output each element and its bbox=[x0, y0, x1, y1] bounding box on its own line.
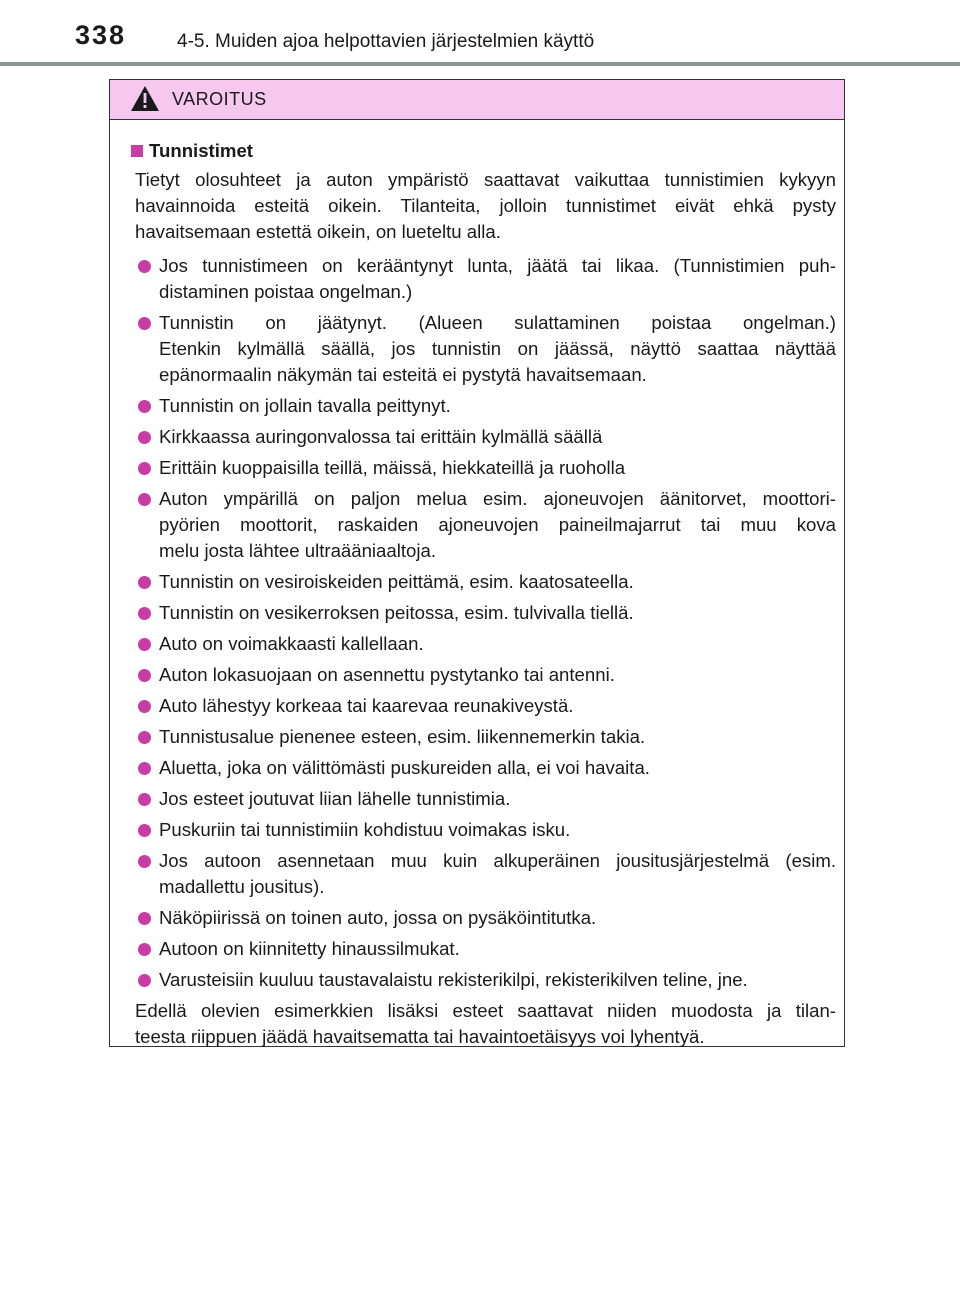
list-item bbox=[131, 755, 836, 781]
round-bullet-icon bbox=[138, 762, 151, 775]
warning-box bbox=[109, 79, 845, 1047]
text-line: distaminen poistaa ongelman.) bbox=[159, 281, 413, 302]
header-divider bbox=[0, 62, 960, 66]
list-item bbox=[131, 631, 836, 657]
text-line: Edellä olevien esimerkkien lisäksi esteet saattavat niiden muodosta ja tilan- bbox=[135, 1000, 836, 1021]
text-line: melu josta lähtee ultraääniaaltoja. bbox=[159, 540, 437, 561]
text-line: Auton lokasuojaan on asennettu pystytanko tai antenni. bbox=[159, 664, 615, 685]
round-bullet-icon bbox=[138, 607, 151, 620]
list-item bbox=[131, 393, 836, 419]
text-line: havainnoida esteitä oikein. Tilanteita, jolloin tunnistimet eivät ehkä pysty bbox=[135, 195, 836, 216]
round-bullet-icon bbox=[138, 855, 151, 868]
list-item bbox=[131, 848, 836, 900]
round-bullet-icon bbox=[138, 317, 151, 330]
section-heading bbox=[131, 138, 836, 164]
list-item bbox=[131, 310, 836, 388]
list-item bbox=[131, 936, 836, 962]
round-bullet-icon bbox=[138, 793, 151, 806]
square-bullet-icon bbox=[131, 145, 143, 157]
list-item bbox=[131, 724, 836, 750]
round-bullet-icon bbox=[138, 260, 151, 273]
list-item bbox=[131, 569, 836, 595]
list-item bbox=[131, 486, 836, 564]
list-item bbox=[131, 786, 836, 812]
section-title: Tunnistimet bbox=[149, 140, 253, 161]
warning-header bbox=[110, 80, 844, 120]
list-item bbox=[131, 817, 836, 843]
list-item bbox=[131, 693, 836, 719]
text-line: Autoon on kiinnitetty hinaussilmukat. bbox=[159, 938, 460, 959]
round-bullet-icon bbox=[138, 638, 151, 651]
warning-triangle-icon bbox=[130, 85, 160, 112]
text-line: havaitsemaan estettä oikein, on lueteltu alla. bbox=[135, 221, 501, 242]
text-line: Auto on voimakkaasti kallellaan. bbox=[159, 633, 424, 654]
text-line: Aluetta, joka on välittömästi puskureiden alla, ei voi havaita. bbox=[159, 757, 650, 778]
warning-label: VAROITUS bbox=[172, 89, 267, 109]
text-line: Näköpiirissä on toinen auto, jossa on pysäköintitutka. bbox=[159, 907, 597, 928]
text-line: Etenkin kylmällä säällä, jos tunnistin on jäässä, näyttö saattaa näyttää bbox=[159, 338, 836, 359]
text-line: Varusteisiin kuuluu taustavalaistu rekisterikilpi, rekisterikilven teline, jne. bbox=[159, 969, 748, 990]
list-item bbox=[131, 253, 836, 305]
text-line: Kirkkaassa auringonvalossa tai erittäin kylmällä säällä bbox=[159, 426, 603, 447]
text-line: Tunnistin on vesiroiskeiden peittämä, esim. kaatosateella. bbox=[159, 571, 634, 592]
round-bullet-icon bbox=[138, 431, 151, 444]
text-line: Jos esteet joutuvat liian lähelle tunnistimia. bbox=[159, 788, 511, 809]
conditions-list bbox=[131, 253, 836, 993]
round-bullet-icon bbox=[138, 974, 151, 987]
text-line: epänormaalin näkymän tai esteitä ei pystytä havaitsemaan. bbox=[159, 364, 647, 385]
round-bullet-icon bbox=[138, 576, 151, 589]
round-bullet-icon bbox=[138, 493, 151, 506]
text-line: teesta riippuen jäädä havaitsematta tai havaintoetäisyys voi lyhentyä. bbox=[135, 1026, 705, 1047]
list-item bbox=[131, 967, 836, 993]
chapter-title: 4-5. Muiden ajoa helpottavien järjestelmien käyttö bbox=[177, 31, 595, 52]
text-line: Tietyt olosuhteet ja auton ympäristö saattavat vaikuttaa tunnistimien kykyyn bbox=[135, 169, 836, 190]
round-bullet-icon bbox=[138, 669, 151, 682]
text-line: Jos tunnistimeen on kerääntynyt lunta, jäätä tai likaa. (Tunnistimien puh- bbox=[159, 255, 836, 276]
list-item bbox=[131, 424, 836, 450]
list-item bbox=[131, 600, 836, 626]
intro-paragraph bbox=[131, 167, 836, 245]
warning-body bbox=[110, 120, 844, 1050]
round-bullet-icon bbox=[138, 400, 151, 413]
text-line: Tunnistin on jäätynyt. (Alueen sulattaminen poistaa ongelman.) bbox=[159, 312, 836, 333]
text-line: Tunnistin on vesikerroksen peitossa, esim. tulvivalla tiellä. bbox=[159, 602, 634, 623]
text-line: Erittäin kuoppaisilla teillä, mäissä, hiekkateillä ja ruoholla bbox=[159, 457, 626, 478]
list-item bbox=[131, 662, 836, 688]
round-bullet-icon bbox=[138, 731, 151, 744]
round-bullet-icon bbox=[138, 462, 151, 475]
text-line: madallettu jousitus). bbox=[159, 876, 325, 897]
text-line: pyörien moottorit, raskaiden ajoneuvojen paineilmajarrut tai muu kova bbox=[159, 514, 836, 535]
text-line: Jos autoon asennetaan muu kuin alkuperäinen jousitusjärjestelmä (esim. bbox=[159, 850, 836, 871]
round-bullet-icon bbox=[138, 943, 151, 956]
round-bullet-icon bbox=[138, 700, 151, 713]
text-line: Puskuriin tai tunnistimiin kohdistuu voimakas isku. bbox=[159, 819, 571, 840]
text-line: Tunnistusalue pienenee esteen, esim. liikennemerkin takia. bbox=[159, 726, 646, 747]
text-line: Tunnistin on jollain tavalla peittynyt. bbox=[159, 395, 451, 416]
text-line: Auton ympärillä on paljon melua esim. ajoneuvojen äänitorvet, moottori- bbox=[159, 488, 836, 509]
list-item bbox=[131, 905, 836, 931]
text-line: Auto lähestyy korkeaa tai kaarevaa reunakiveystä. bbox=[159, 695, 574, 716]
page-number: 338 bbox=[75, 20, 127, 50]
closing-paragraph bbox=[131, 998, 836, 1050]
round-bullet-icon bbox=[138, 912, 151, 925]
round-bullet-icon bbox=[138, 824, 151, 837]
list-item bbox=[131, 455, 836, 481]
